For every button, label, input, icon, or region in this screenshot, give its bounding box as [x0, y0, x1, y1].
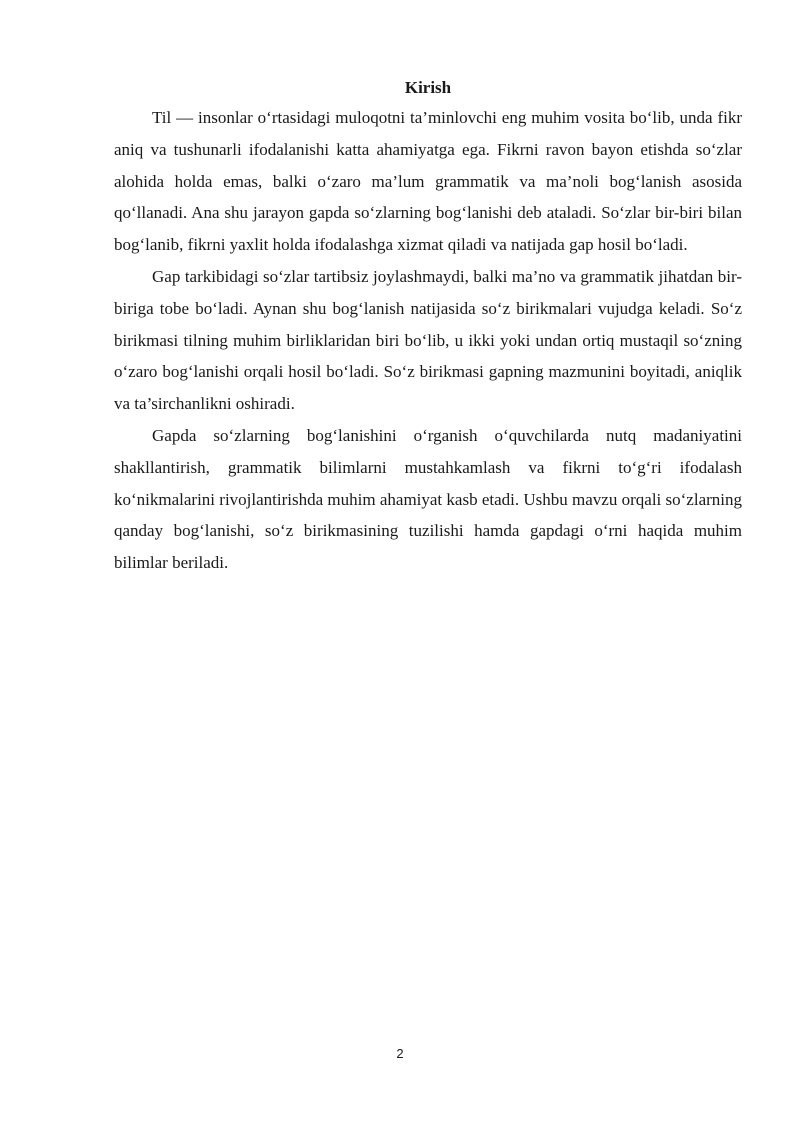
section-title: Kirish — [404, 78, 452, 97]
paragraph-2: Gap tarkibidagi so‘zlar tartibsiz joylashmaydi, balki ma’no va grammatik jihatdan bir-biriga tobe bo‘ladi. Aynan shu bog‘lanish natijasida so‘z birikmalari vujudga keladi. So‘z birikmasi tilning muhim birliklaridan biri bo‘lib, u ikki yoki undan ortiq mustaqil so‘zning o‘zaro bog‘lanishi orqali hosil bo‘ladi. So‘z birikmasi gapning mazmunini boyitadi, aniqlik va ta’sirchanlikni oshiradi. — [114, 266, 742, 414]
paragraph-1: Til — insonlar o‘rtasidagi muloqotni ta’minlovchi eng muhim vosita bo‘lib, unda fikr aniq va tushunarli ifodalanishi katta ahamiyatga ega. Fikrni ravon bayon etishda so‘zlar alohida holda emas, balki o‘zaro ma’lum grammatik va ma’noli bog‘lanish asosida qo‘llanadi. Ana shu jarayon gapda so‘zlarning bog‘lanishi deb ataladi. So‘zlar bir-biri bilan bog‘lanib, fikrni yaxlit holda ifodalashga xizmat qiladi va natijada gap hosil bo‘ladi. — [114, 108, 742, 255]
page-content — [114, 74, 742, 579]
paragraph-3: Gapda so‘zlarning bog‘lanishini o‘rganish o‘quvchilarda nutq madaniyatini shakllantirish, grammatik bilimlarni mustahkamlash va fikrni to‘g‘ri ifodalash ko‘nikmalarini rivojlantirishda muhim ahamiyat kasb etadi. Ushbu mavzu orqali so‘zlarning qanday bog‘lanishi, so‘z birikmasining tuzilishi hamda gapdagi o‘rni haqida muhim bilimlar beriladi. — [114, 425, 742, 573]
page-number: 2 — [396, 1046, 404, 1061]
